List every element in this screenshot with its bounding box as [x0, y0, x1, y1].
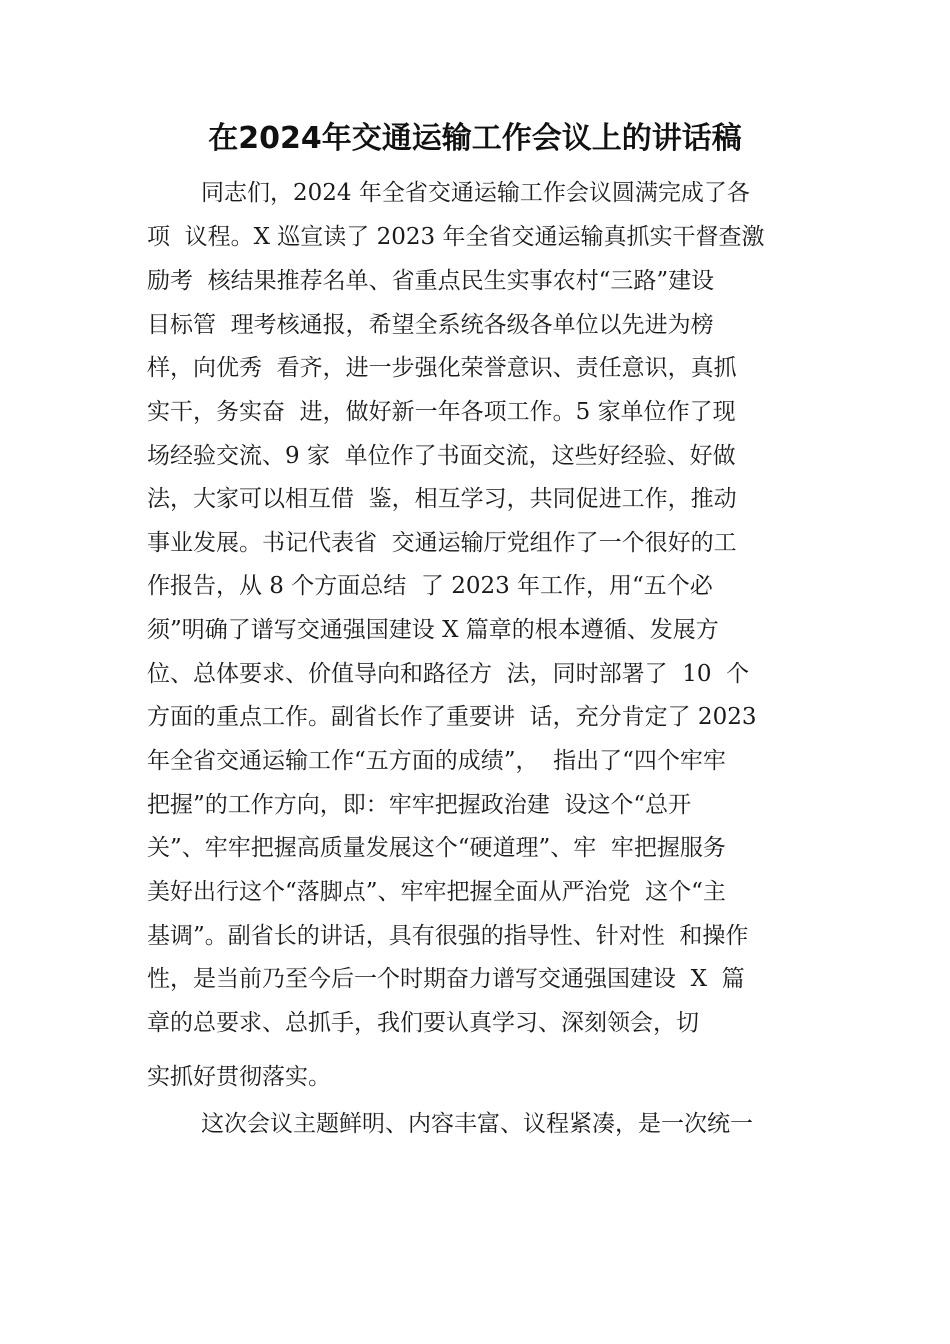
paragraph-line: 法，大家可以相互借 鉴，相互学习，共同促进工作，推动 — [147, 486, 737, 512]
paragraph-line: 项 议程。X 巡宣读了 2023 年全省交通运输真抓实干督查激 — [147, 224, 765, 250]
paragraph-line: 实干，务实奋 进，做好新一年各项工作。5 家单位作了现 — [147, 399, 736, 425]
paragraph-line: 章的总要求、总抓手，我们要认真学习、深刻领会，切 — [147, 1010, 699, 1036]
paragraph-line: 场经验交流、9 家 单位作了书面交流，这些好经验、好做 — [147, 443, 736, 469]
paragraph-line: 须”明确了谱写交通强国建设 X 篇章的根本遵循、发展方 — [147, 617, 719, 643]
paragraph-line: 关”、牢牢把握高质量发展这个“硬道理”、牢 牢把握服务 — [147, 835, 726, 861]
paragraph-line: 励考 核结果推荐名单、省重点民生实事农村“三路”建设 — [147, 268, 715, 294]
paragraph-line: 年全省交通运输工作“五方面的成绩”， 指出了“四个牢牢 — [147, 748, 726, 774]
paragraph-line: 美好出行这个“落脚点”、牢牢把握全面从严治党 这个“主 — [147, 879, 726, 905]
paragraph-line: 作报告，从 8 个方面总结 了 2023 年工作，用“五个必 — [147, 573, 713, 599]
paragraph-line: 位、总体要求、价值导向和路径方 法，同时部署了 10 个 — [147, 661, 750, 687]
paragraph-line: 同志们，2024 年全省交通运输工作会议圆满完成了各 — [201, 180, 750, 206]
paragraph-line: 事业发展。书记代表省 交通运输厅党组作了一个很好的工 — [147, 530, 737, 556]
paragraph-line: 目标管 理考核通报，希望全系统各级各单位以先进为榜 — [147, 312, 714, 338]
paragraph-line: 实抓好贯彻落实。 — [147, 1064, 331, 1090]
paragraph-line: 这次会议主题鲜明、内容丰富、议程紧凑，是一次统一 — [201, 1111, 753, 1137]
paragraph-line: 方面的重点工作。副省长作了重要讲 话，充分肯定了 2023 — [147, 704, 757, 730]
paragraph-line: 性，是当前乃至今后一个时期奋力谱写交通强国建设 X 篇 — [147, 966, 745, 992]
document-title: 在2024年交通运输工作会议上的讲话稿 — [208, 121, 742, 156]
paragraph-line: 样，向优秀 看齐，进一步强化荣誉意识、责任意识，真抓 — [147, 355, 737, 381]
paragraph-line: 把握”的工作方向，即：牢牢把握政治建 设这个“总开 — [147, 792, 692, 818]
paragraph-line: 基调”。副省长的讲话，具有很强的指导性、针对性 和操作 — [147, 923, 749, 949]
